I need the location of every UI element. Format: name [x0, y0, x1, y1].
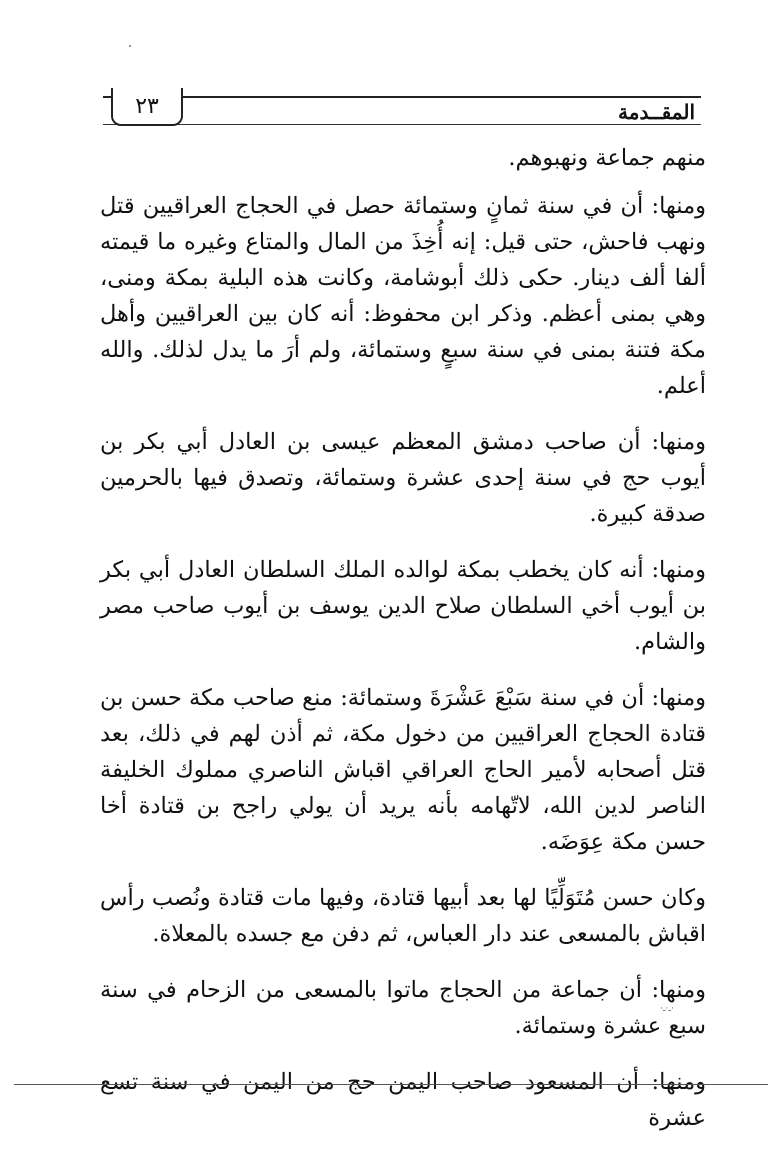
page-number-box — [111, 88, 183, 126]
footer-rule — [14, 1084, 768, 1085]
paragraph-4: ومنها: أنه كان يخطب بمكة لوالده الملك السلطان العادل أبي بكر بن أيوب أخي السلطان صلاح الدين يوسف بن أيوب صاحب مصر والشام. — [100, 557, 706, 655]
paragraph-1: منهم جماعة ونهبوهم. — [508, 145, 706, 171]
running-title: المقــدمة — [618, 100, 695, 124]
header-bottom-rule — [103, 124, 701, 125]
body-text — [100, 140, 706, 1156]
paragraph-6: وكان حسن مُتَوَلِّيًا لها بعد أبيها قتادة، وفيها مات قتادة ونُصب رأس اقباش بالمسعى عند دار العباس، ثم دفن مع جسده بالمعلاة. — [100, 885, 706, 947]
scan-speck — [129, 45, 131, 47]
page-header — [103, 88, 701, 128]
header-top-rule — [103, 96, 701, 98]
page-number: ٢٣ — [135, 93, 159, 119]
paragraph-7: ومنها: أن جماعة من الحجاج ماتوا بالمسعى من الزحام في سنة سبع عشرة وستمائة. — [100, 977, 706, 1039]
paragraph-8: ومنها: أن المسعود صاحب اليمن حج من اليمن في سنة تسع عشرة — [100, 1069, 706, 1131]
paragraph-3: ومنها: أن صاحب دمشق المعظم عيسى بن العادل أبي بكر بن أيوب حج في سنة إحدى عشرة وستمائة، وتصدق فيها بالحرمين صدقة كبيرة. — [100, 429, 706, 527]
paragraph-2: ومنها: أن في سنة ثمانٍ وستمائة حصل في الحجاج العراقيين قتل ونهب فاحش، حتى قيل: إنه أُخِذَ من المال والمتاع وغيره ما قيمته ألفا ألف دينار. حكى ذلك أبوشامة، وكانت هذه البلية بمكة ومنى، وهي بمنى أعظم. وذكر ابن محفوظ: أنه كان بين العراقيين وأهل مكة فتنة بمنى في سنة سبعٍ وستمائة، ولم أرَ ما يدل لذلك. والله أعلم. — [100, 193, 706, 399]
paragraph-5: ومنها: أن في سنة سَبْعَ عَشْرَةَ وستمائة: منع صاحب مكة حسن بن قتادة الحجاج العراقيين من دخول مكة، ثم أذن لهم في ذلك، بعد قتل أصحابه لأمير الحاج العراقي اقباش الناصري مملوك الخليفة الناصر لدين الله، لاتّهامه بأنه يريد أن يولي راجح بن قتادة أخا حسن مكة عِوَضَه. — [100, 685, 706, 855]
footer-mark: ‪·ـ·ـ·‬ — [660, 1004, 674, 1014]
